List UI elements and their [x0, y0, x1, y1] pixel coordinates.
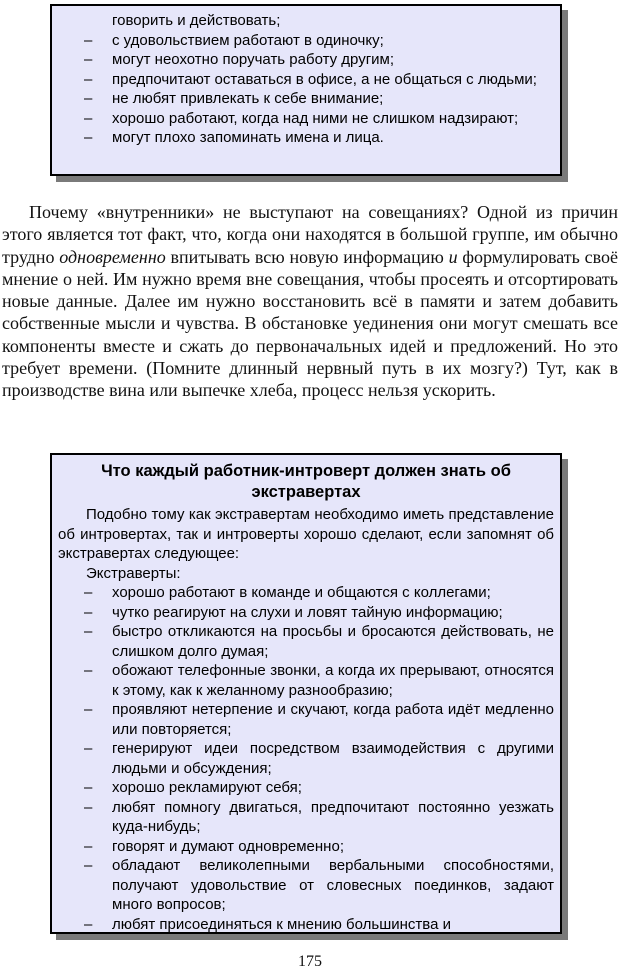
box-title: Что каждый работник-интроверт должен знать об экстравертах — [101, 462, 511, 501]
list-item: – быстро откликаются на просьбы и бросаются действовать, не слишком долго думая; — [84, 623, 554, 660]
box-intro: Подобно тому как экстравертам необходимо иметь представление об интровертах, так и интроверты хорошо сделают, если запомнят об экстравертах следующее: — [58, 506, 554, 562]
list-item: – предпочитают оставаться в офисе, а не общаться с людьми; — [84, 70, 537, 88]
list-item: – любят помногу двигаться, предпочитают постоянно уезжать куда-нибудь; — [84, 798, 554, 835]
list-item: – проявляют нетерпение и скучают, когда работа идёт медленно или повторяется; — [84, 701, 554, 738]
list-item: – хорошо работают, когда над ними не слишком надзирают; — [84, 109, 519, 127]
page-number: 175 — [298, 953, 322, 970]
top-info-box — [50, 4, 562, 176]
list-item: – могут плохо запоминать имена и лица. — [84, 129, 384, 146]
extraverts-info-box — [50, 453, 562, 934]
list-item-continuation: говорить и действовать; — [112, 12, 281, 29]
main-paragraph: Почему «внутренники» не выступают на совещаниях? Одной из причин этого является тот факт, что, когда они находятся в большой группе, им обычно трудно одновременно впитывать всю новую информацию и формулировать своё мнение о ней. Им нужно время вне совещания, чтобы просеять и отсортировать новые данные. Далее им нужно восстановить всё в памяти и затем добавить собственные мысли и чувства. В обстановке уединения они могут смешать все компоненты вместе и сжать до первоначальных идей и предложений. Но это требует времени. (Помните длинный нервный путь в их мозгу?) Тут, как в производстве вина или выпечке хлеба, процесс нельзя ускорить. — [2, 202, 618, 401]
list-item: – могут неохотно поручать работу другим; — [84, 51, 395, 68]
list-item: – генерируют идеи посредством взаимодействия с другими людьми и обсуждения; — [84, 740, 554, 777]
list-item: – обожают телефонные звонки, а когда их прерывают, относятся к этому, как к желанному разнообразию; — [84, 662, 554, 699]
list-item: – говорят и думают одновременно; — [84, 837, 344, 855]
list-item: – чутко реагируют на слухи и ловят тайную информацию; — [84, 603, 503, 621]
list-item: – хорошо рекламируют себя; — [84, 779, 302, 796]
list-item: – любят присоединяться к мнению большинства и — [84, 915, 451, 933]
list-item: – хорошо работают в команде и общаются с коллегами; — [84, 584, 491, 601]
box-lead: Экстраверты: — [86, 564, 181, 582]
list-item: – с удовольствием работают в одиночку; — [84, 31, 384, 49]
list-item: – не любят привлекать к себе внимание; — [84, 90, 384, 107]
list-item: – обладают великолепными вербальными способностями, получают удовольствие от словесных поединков, задают много вопросов; — [84, 857, 554, 913]
